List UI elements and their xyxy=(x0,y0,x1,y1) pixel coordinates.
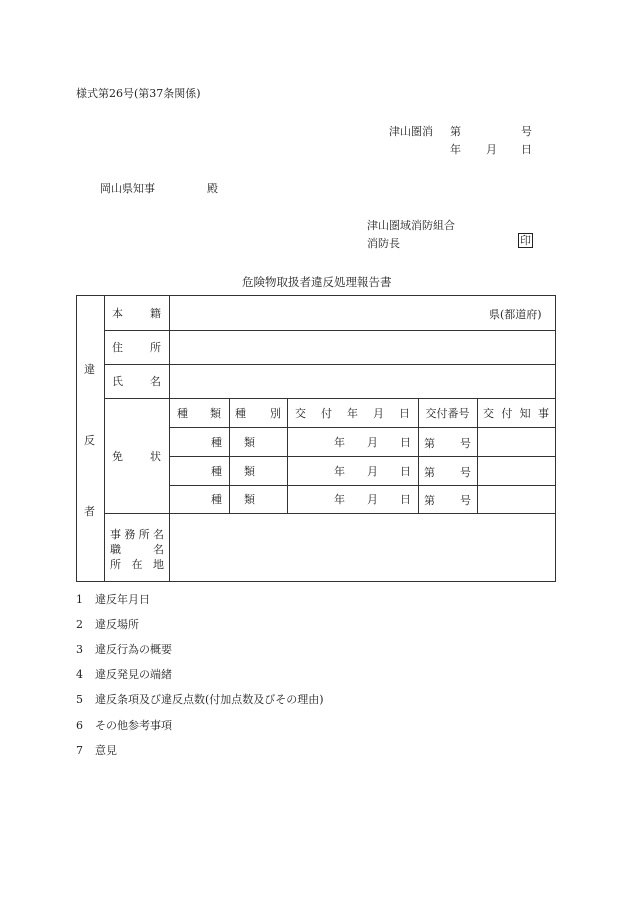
list-item: 3 違反行為の概要 xyxy=(76,643,172,656)
violator-label-char-1: 違 xyxy=(84,363,95,376)
list-item: 5 違反条項及び違反点数(付加点数及びその理由) xyxy=(76,693,324,706)
menjo-row-2-go: 号 xyxy=(460,466,471,479)
menjo-row-3-date: 年 月 日 xyxy=(334,493,411,506)
menjo-row-1-dai: 第 xyxy=(424,437,435,450)
menjo-row-3-go: 号 xyxy=(460,494,471,507)
menjo-row-2-dai: 第 xyxy=(424,466,435,479)
addressee-name: 岡山県知事 xyxy=(100,182,155,195)
list-item: 2 違反場所 xyxy=(76,618,139,631)
honseki-prefecture: 県(都道府) xyxy=(489,308,542,321)
form-number-label: 様式第26号(第37条関係) xyxy=(76,87,201,100)
date-day: 日 xyxy=(521,143,532,156)
office-address-label: 所 在 地 xyxy=(110,558,164,571)
jusho-label: 住 所 xyxy=(112,341,161,354)
menjo-row-1-date: 年 月 日 xyxy=(334,435,411,449)
shimei-label: 氏 名 xyxy=(112,375,161,388)
seal-label: 印 xyxy=(520,234,531,247)
header-shurui: 種 類 xyxy=(177,406,221,420)
header-koufu-date: 交 付 年 月 日 xyxy=(295,406,410,420)
list-item: 7 意見 xyxy=(76,744,117,757)
menjo-row-3-dai: 第 xyxy=(424,494,435,507)
doc-number-go: 号 xyxy=(521,125,532,138)
office-job-label: 職 名 xyxy=(110,543,164,556)
menjo-row-2-date: 年 月 日 xyxy=(334,464,411,478)
sender-title: 消防長 xyxy=(367,237,400,250)
doc-number-prefix: 津山圏消 xyxy=(389,125,433,138)
list-item: 6 その他参考事項 xyxy=(76,719,172,732)
office-name-label: 事 務 所 名 xyxy=(110,528,164,541)
menjo-row-2-kind: 種 類 xyxy=(211,464,255,478)
menjo-row-3-kind: 種 類 xyxy=(211,493,255,506)
violator-label-char-2: 反 xyxy=(84,434,95,447)
date-month: 月 xyxy=(486,143,497,156)
violator-label-char-3: 者 xyxy=(84,505,95,518)
doc-number-dai: 第 xyxy=(450,125,461,138)
sender-org: 津山圏域消防組合 xyxy=(367,219,455,232)
menjo-row-1-kind: 種 類 xyxy=(211,435,255,449)
menjo-label: 免 状 xyxy=(112,449,161,463)
list-item: 1 違反年月日 xyxy=(76,593,150,606)
honseki-label: 本 籍 xyxy=(112,307,161,320)
document-title: 危険物取扱者違反処理報告書 xyxy=(242,275,392,289)
date-year: 年 xyxy=(450,143,461,156)
list-item: 4 違反発見の端緒 xyxy=(76,668,172,681)
addressee-honorific: 殿 xyxy=(207,182,218,195)
header-shubetsu: 種 別 xyxy=(235,406,281,420)
header-koufu-number: 交付番号 xyxy=(425,406,470,420)
menjo-row-1-go: 号 xyxy=(460,437,471,450)
header-koufu-chiji: 交 付 知 事 xyxy=(483,406,549,420)
